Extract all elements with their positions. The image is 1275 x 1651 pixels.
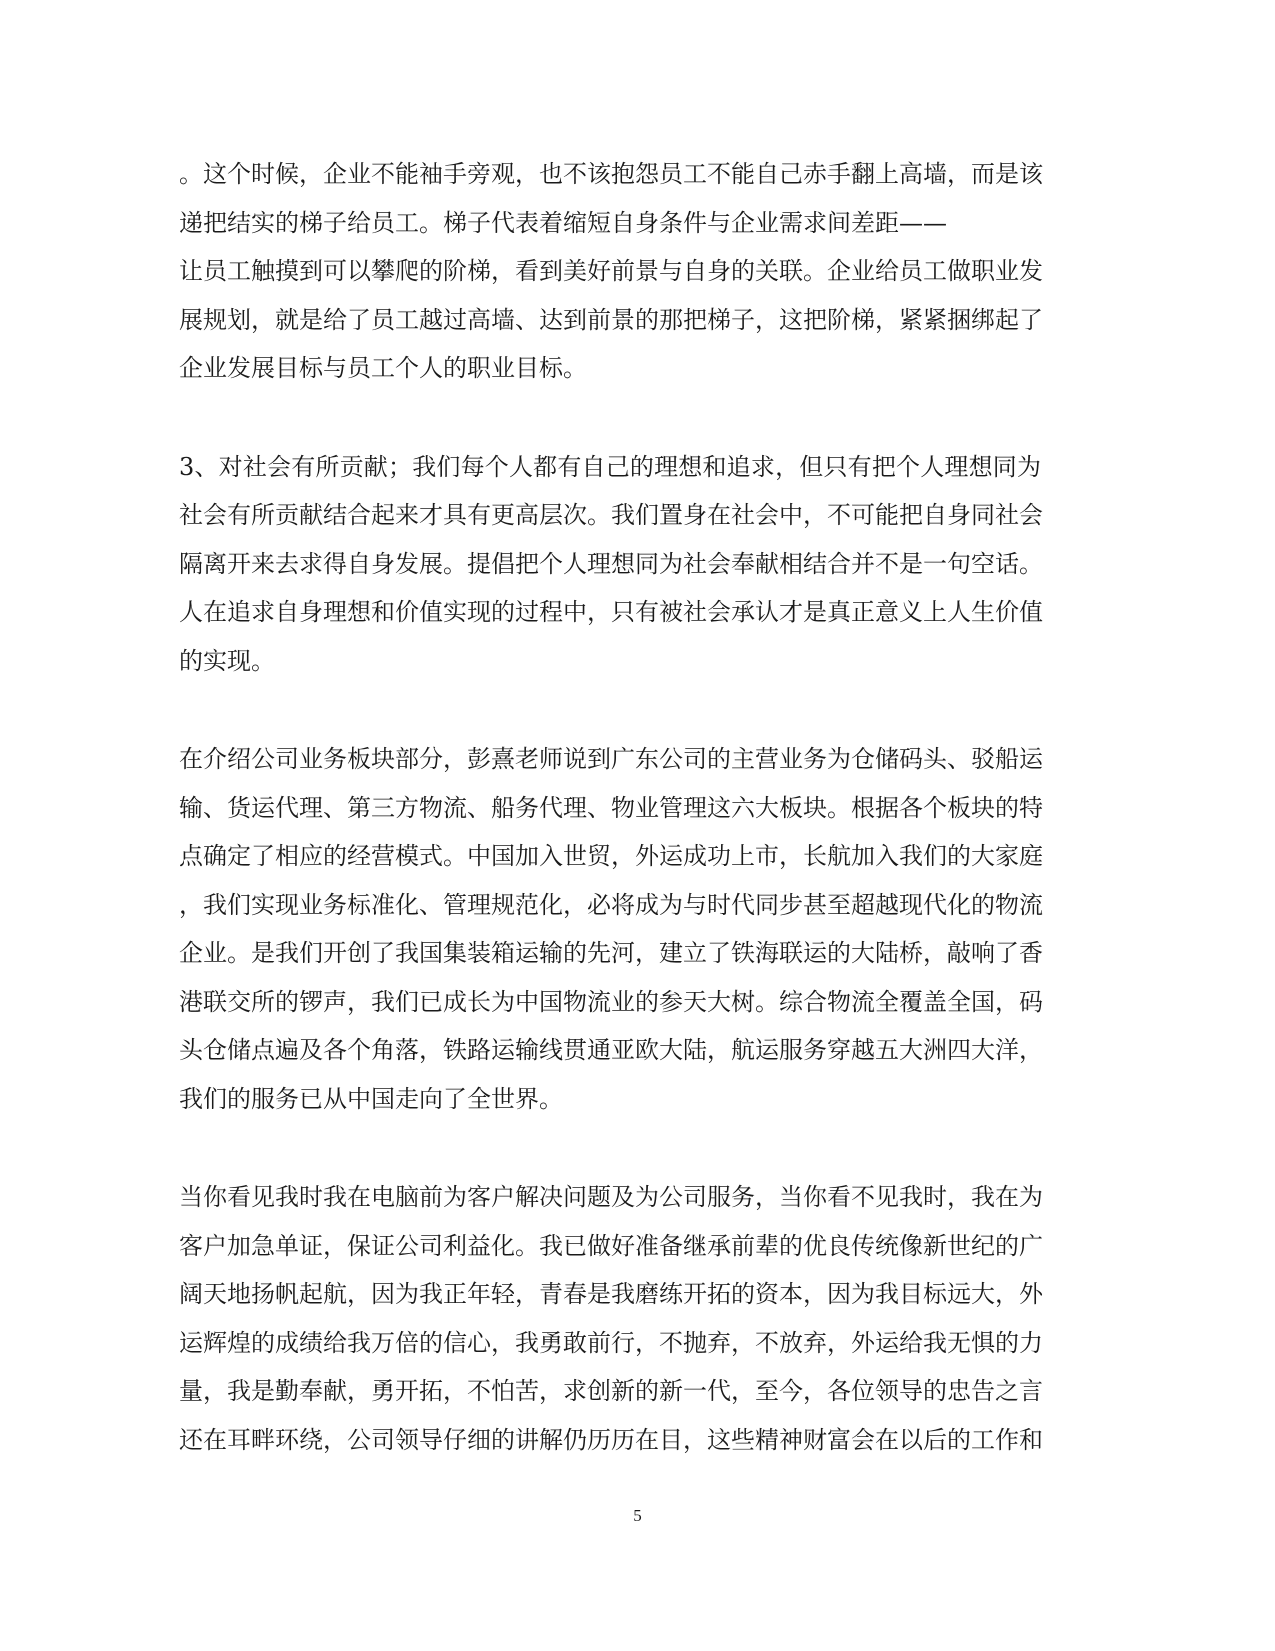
paragraph-gap <box>179 685 1041 735</box>
text-line: 还在耳畔环绕，公司领导仔细的讲解仍历历在目，这些精神财富会在以后的工作和 <box>179 1425 1043 1454</box>
text-line: 。这个时候，企业不能袖手旁观，也不该抱怨员工不能自己赤手翻上高墙，而是该 <box>179 160 1043 188</box>
text-line: 展规划，就是给了员工越过高墙、达到前景的那把梯子，这把阶梯，紧紧捆绑起了 <box>179 305 1043 334</box>
text-line: 头仓储点遍及各个角落，铁路运输线贯通亚欧大陆，航运服务穿越五大洲四大洋， <box>179 1036 1043 1064</box>
paragraph-1 <box>179 150 1041 393</box>
text-line: 港联交所的锣声，我们已成长为中国物流业的参天大树。综合物流全覆盖全国，码 <box>179 987 1043 1016</box>
text-line: 点确定了相应的经营模式。中国加入世贸，外运成功上市，长航加入我们的大家庭 <box>179 842 1043 870</box>
text-line: ，我们实现业务标准化、管理规范化，必将成为与时代同步甚至超越现代化的物流 <box>179 890 1043 919</box>
body-text <box>179 150 1041 1464</box>
text-line: 当你看见我时我在电脑前为客户解决问题及为公司服务，当你看不见我时，我在为 <box>179 1183 1043 1211</box>
text-line: 隔离开来去求得自身发展。提倡把个人理想同为社会奉献相结合并不是一句空话。 <box>179 549 1043 578</box>
paragraph-gap <box>179 393 1041 443</box>
text-line: 客户加急单证，保证公司利益化。我已做好准备继承前辈的优良传统像新世纪的广 <box>179 1231 1043 1260</box>
text-line: 的实现。 <box>179 646 275 675</box>
text-line: 3、对社会有所贡献；我们每个人都有自己的理想和追求，但只有把个人理想同为 <box>179 452 1041 481</box>
paragraph-2 <box>179 443 1041 686</box>
text-line: 在介绍公司业务板块部分，彭熹老师说到广东公司的主营业务为仓储码头、驳船运 <box>179 745 1043 773</box>
text-line: 运辉煌的成绩给我万倍的信心，我勇敢前行，不抛弃，不放弃，外运给我无惧的力 <box>179 1328 1043 1357</box>
page-number: 5 <box>633 1506 642 1525</box>
text-line: 让员工触摸到可以攀爬的阶梯，看到美好前景与自身的关联。企业给员工做职业发 <box>179 257 1043 285</box>
text-line: 企业。是我们开创了我国集装箱运输的先河，建立了铁海联运的大陆桥，敲响了香 <box>179 939 1043 967</box>
text-line: 我们的服务已从中国走向了全世界。 <box>179 1084 563 1113</box>
paragraph-3 <box>179 735 1041 1123</box>
text-line: 输、货运代理、第三方物流、船务代理、物业管理这六大板块。根据各个板块的特 <box>179 793 1043 822</box>
text-line: 企业发展目标与员工个人的职业目标。 <box>179 354 587 382</box>
text-line: 量，我是勤奉献，勇开拓，不怕苦，求创新的新一代，至今，各位领导的忠告之言 <box>179 1377 1043 1405</box>
text-line: 阔天地扬帆起航，因为我正年轻，青春是我磨练开拓的资本，因为我目标远大，外 <box>179 1280 1043 1308</box>
text-line: 递把结实的梯子给员工。梯子代表着缩短自身条件与企业需求间差距—— <box>179 208 947 237</box>
text-line: 人在追求自身理想和价值实现的过程中，只有被社会承认才是真正意义上人生价值 <box>179 598 1043 626</box>
paragraph-gap <box>179 1123 1041 1173</box>
text-line: 社会有所贡献结合起来才具有更高层次。我们置身在社会中，不可能把自身同社会 <box>179 501 1043 529</box>
paragraph-4 <box>179 1173 1041 1464</box>
